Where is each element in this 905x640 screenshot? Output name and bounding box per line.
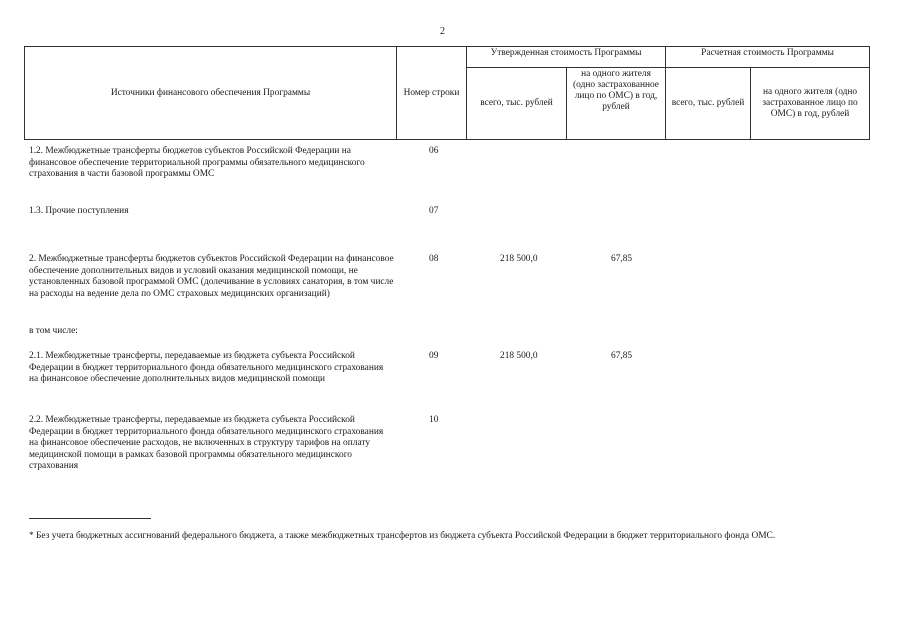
header-approved-group: Утвержденная стоимость Программы [467, 47, 666, 68]
row-number: 08 [429, 254, 439, 264]
row-source: 2.2. Межбюджетные трансферты, передаваемые из бюджета субъекта Российской Федерации в бюджет территориального фонда обязательного медицинского страхования на финансовое обеспечение расходов, не включенных в структуру тарифов на оплату медицинской помощи в рамках базовой программы обязательного медицинского страхования [29, 415, 384, 471]
header-calc-total: всего, тыс. рублей [666, 68, 751, 140]
row-approved-per-capita: 67,85 [611, 254, 633, 264]
footnote-divider [29, 518, 151, 519]
row-source: 1.2. Межбюджетные трансферты бюджетов субъектов Российской Федерации на финансовое обеспечение территориальной программы обязательного медицинского страхования в части базовой программы ОМС [29, 146, 365, 179]
header-approved-total: всего, тыс. рублей [467, 68, 567, 140]
header-source: Источники финансового обеспечения Программы [25, 47, 397, 140]
header-calc-per-capita: на одного жителя (одно застрахованное лицо по ОМС) в год, рублей [751, 68, 870, 140]
footnote: * Без учета бюджетных ассигнований федерального бюджета, а также межбюджетных трансфертов из бюджета субъекта Российской Федерации в бюджет территориального фонда ОМС. [29, 531, 776, 541]
row-number: 06 [429, 146, 439, 156]
header-calculated-group: Расчетная стоимость Программы [666, 47, 870, 68]
row-number: 07 [429, 206, 439, 216]
row-number: 10 [429, 415, 439, 425]
header-approved-per-capita: на одного жителя (одно застрахованное лицо по ОМС) в год, рублей [567, 68, 666, 140]
row-source: 2. Межбюджетные трансферты бюджетов субъектов Российской Федерации на финансовое обеспечение дополнительных видов и условий оказания медицинской помощи, не установленных базовой программой ОМС (долечивание в условиях санатория, в том числе на расходы на ведение дела по ОМС страховых медицинских организаций) [29, 254, 394, 299]
page-number: 2 [440, 26, 445, 37]
row-source: 1.3. Прочие поступления [29, 206, 129, 216]
row-source: в том числе: [29, 326, 78, 336]
header-row-number: Номер строки [397, 47, 467, 140]
table-header [24, 46, 870, 140]
row-number: 09 [429, 351, 439, 361]
row-source: 2.1. Межбюджетные трансферты, передаваемые из бюджета субъекта Российской Федерации в бюджет территориального фонда обязательного медицинского страхования на финансовое обеспечение дополнительных видов медицинской помощи [29, 351, 384, 384]
row-approved-total: 218 500,0 [500, 351, 538, 361]
row-approved-per-capita: 67,85 [611, 351, 633, 361]
row-approved-total: 218 500,0 [500, 254, 538, 264]
